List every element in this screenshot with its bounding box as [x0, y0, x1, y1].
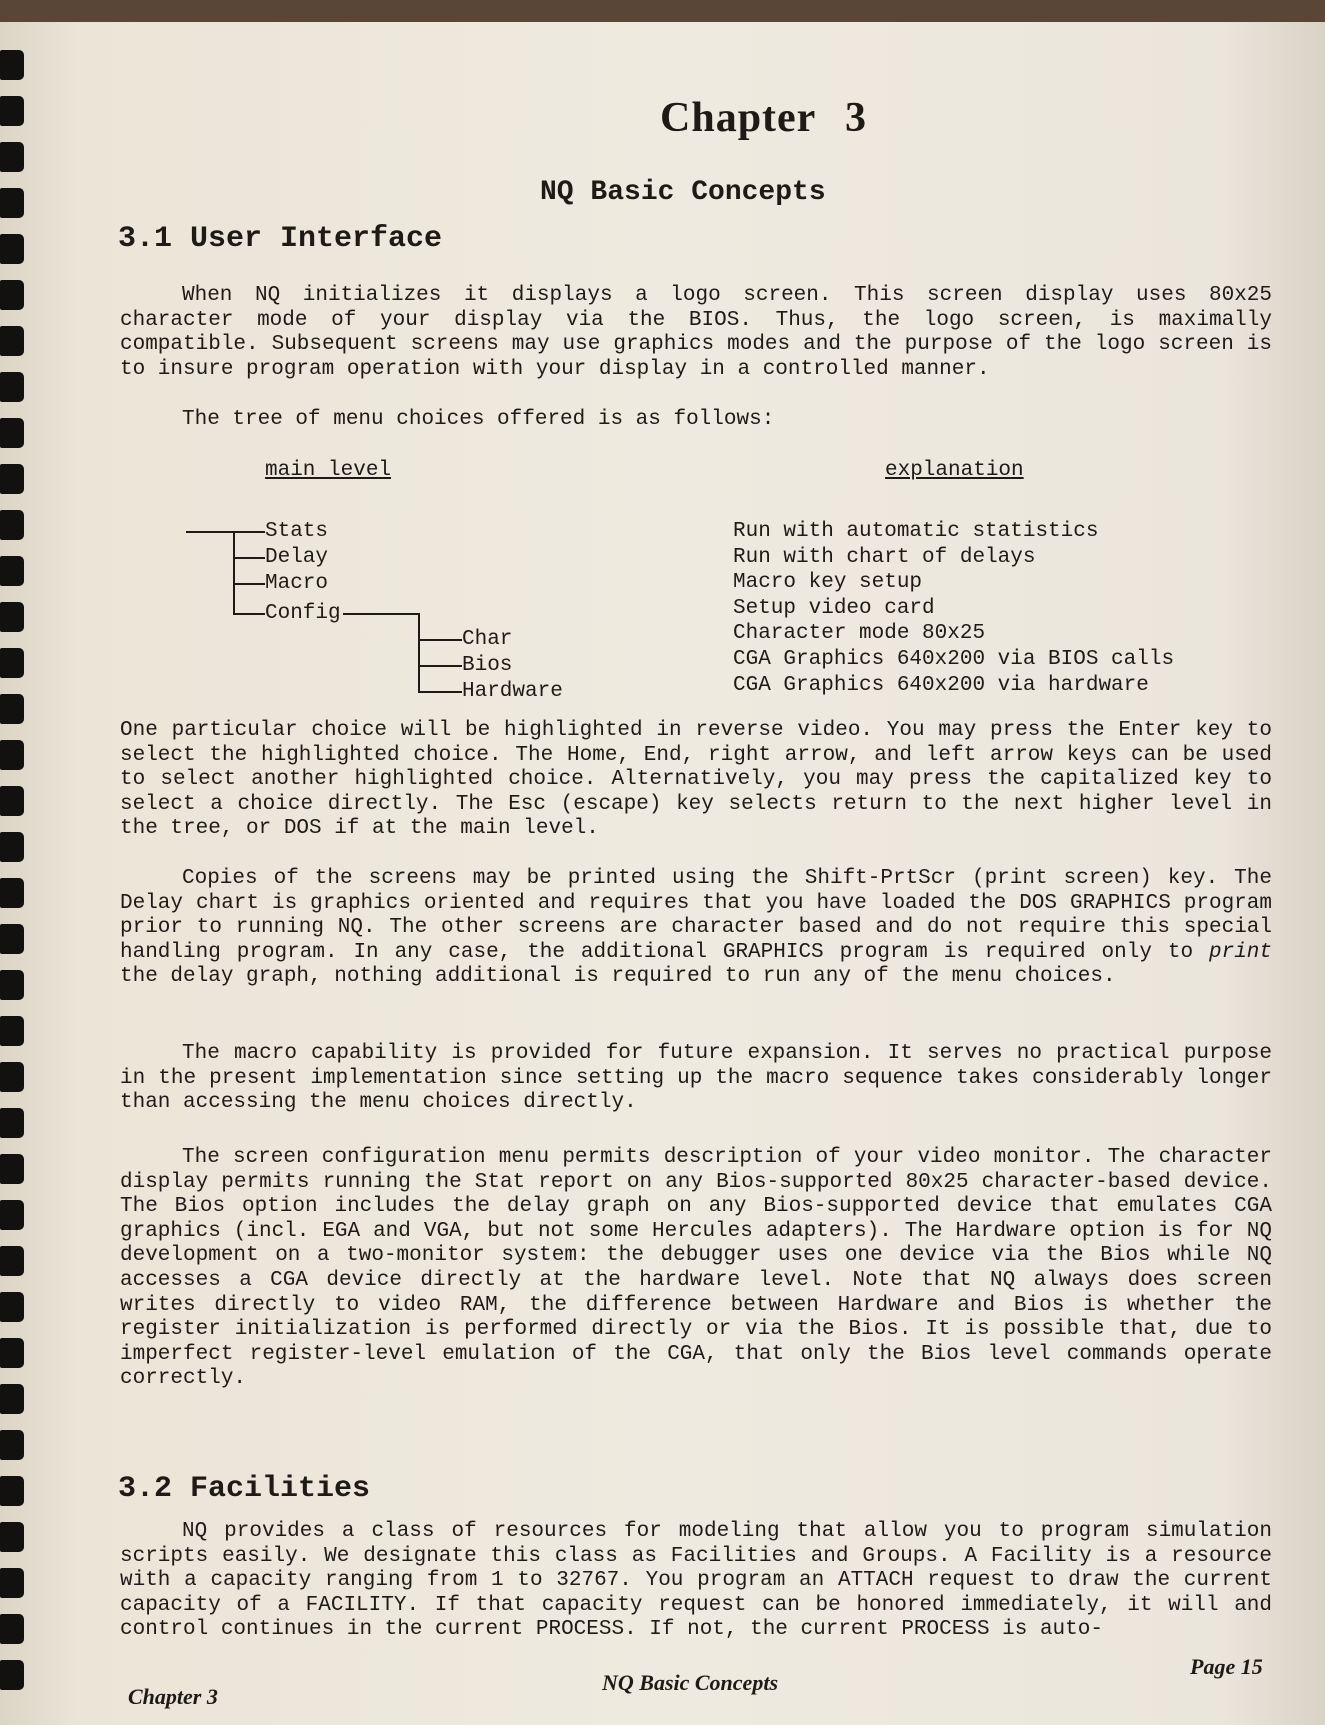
tree-connector — [233, 613, 265, 615]
tree-connector — [343, 613, 420, 615]
footer-title: NQ Basic Concepts — [602, 1670, 778, 1695]
tree-connector — [418, 691, 462, 693]
tree-connector — [233, 531, 235, 615]
tree-connector — [418, 665, 462, 667]
tree-node-macro: Macro — [265, 572, 329, 595]
tree-node-char: Char — [462, 628, 513, 651]
paragraph-print-screens — [120, 867, 1272, 990]
tree-connector — [186, 531, 265, 533]
explanation-item: Run with chart of delays — [733, 545, 1036, 569]
paragraph-print-screens-text: the delay graph, nothing additional is required to run any of the menu choices. — [120, 965, 1116, 989]
spiral-binding — [0, 22, 26, 1725]
tree-column-main-level: main level — [265, 459, 392, 482]
chapter-title: NQ Basic Concepts — [540, 177, 826, 208]
tree-explanation-list — [733, 519, 1174, 698]
explanation-item: Run with automatic statistics — [733, 520, 1099, 543]
tree-node-stats: Stats — [265, 520, 329, 543]
tree-node-hardware: Hardware — [462, 680, 563, 703]
section-heading-user-interface: 3.1 User Interface — [118, 222, 443, 256]
tree-connector — [233, 557, 265, 559]
document-page — [0, 22, 1325, 1725]
emphasis-print: print — [1208, 940, 1272, 964]
tree-connector — [418, 613, 420, 693]
tree-column-explanation: explanation — [885, 459, 1024, 482]
explanation-item: Setup video card — [733, 596, 935, 620]
paragraph-tree-intro: The tree of menu choices offered is as follows: — [182, 408, 775, 431]
footer-chapter: Chapter 3 — [128, 1684, 218, 1709]
paragraph-logo-screen: When NQ initializes it displays a logo screen. This screen display uses 80x25 character mode of your display via the BIOS. Thus, the logo screen, is maximally compatible. Subsequent screens may use graphics modes and the purpose of the logo screen is to insure program operation with your display in a controlled manner. — [120, 284, 1272, 381]
section-heading-facilities: 3.2 Facilities — [118, 1472, 371, 1506]
tree-node-config: Config — [265, 602, 341, 625]
paragraph-print-screens-text: Copies of the screens may be printed using the Shift-PrtScr (print screen) key. The Delay chart is graphics oriented and requires that you have loaded the DOS GRAPHICS program prior to running NQ. The other screens are character based and do not require this special handling program. In any case, the additional GRAPHICS program is required only to — [120, 867, 1272, 964]
tree-node-delay: Delay — [265, 546, 329, 569]
chapter-number: Chapter 3 — [660, 95, 868, 141]
paragraph-facilities: NQ provides a class of resources for modeling that allow you to program simulation scripts easily. We designate this class as Facilities and Groups. A Facility is a resource with a capacity ranging from 1 to 32767. You program an ATTACH request to draw the current capacity of a FACILITY. If that capacity request can be honored immediately, it will and control continues in the current PROCESS. If not, the current PROCESS is auto- — [120, 1520, 1272, 1642]
paragraph-highlight-keys: One particular choice will be highlighted in reverse video. You may press the Enter key to select the highlighted choice. The Home, End, right arrow, and left arrow keys can be used to select another highlighted choice. Alternatively, you may press the capitalized key to select a choice directly. The Esc (escape) key selects return to the next higher level in the tree, or DOS if at the main level. — [120, 719, 1272, 841]
tree-connector — [233, 583, 265, 585]
paragraph-screen-config: The screen configuration menu permits description of your video monitor. The character display permits running the Stat report on any Bios-supported 80x25 character-based device. The Bios option includes the delay graph on any Bios-supported device that emulates CGA graphics (incl. EGA and VGA, but not some Hercules adapters). The Hardware option is for NQ development on a two-monitor system: the debugger uses one device via the Bios while NQ accesses a CGA device directly at the hardware level. Note that NQ always does screen writes directly to video RAM, the difference between Hardware and Bios is whether the register initialization is performed directly or via the Bios. It is possible that, due to imperfect register-level emulation of the CGA, that only the Bios level commands operate correctly. — [120, 1146, 1272, 1391]
tree-node-bios: Bios — [462, 654, 513, 677]
paragraph-macro: The macro capability is provided for future expansion. It serves no practical purpose in the present implementation since setting up the macro sequence takes considerably longer than accessing the menu choices directly. — [120, 1042, 1272, 1115]
tree-connector — [418, 639, 462, 641]
explanation-item: CGA Graphics 640x200 via BIOS calls — [733, 647, 1175, 671]
footer-page-number: Page 15 — [1190, 1654, 1263, 1679]
explanation-item: CGA Graphics 640x200 via hardware — [733, 673, 1149, 697]
explanation-item: Macro key setup — [733, 571, 923, 595]
explanation-item: Character mode 80x25 — [733, 622, 986, 646]
